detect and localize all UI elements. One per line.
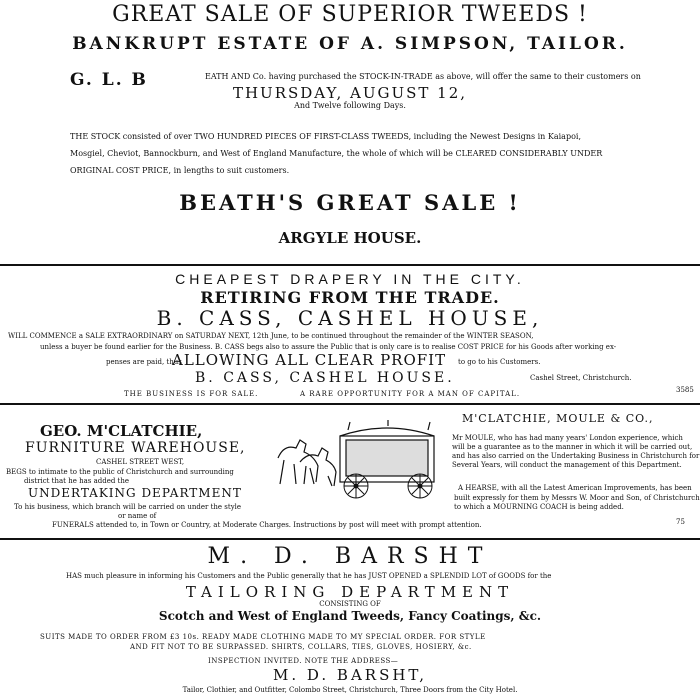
ad2-line2: RETIRING FROM THE TRADE. bbox=[200, 288, 500, 307]
ad2-ref: 3585 bbox=[676, 386, 694, 394]
ad3-left-body2: district that he has added the bbox=[24, 477, 130, 485]
ad4-body-line1: HAS much pleasure in informing his Customers and the Public generally that he has JUST OPENED a SPLENDID LOT of GOODS for the bbox=[66, 572, 552, 580]
ad1-title: GREAT SALE OF SUPERIOR TWEEDS ! bbox=[112, 2, 588, 27]
ad3-right-body6: built expressly for them by Messrs W. Moor and Son, of Christchurch bbox=[454, 494, 700, 502]
ad2-body-line3a: penses are paid, thus bbox=[106, 358, 182, 366]
ad3-right-body4: Several Years, will conduct the management of this Department. bbox=[452, 461, 682, 469]
ad1-house: ARGYLE HOUSE. bbox=[278, 229, 422, 247]
ad2-line1: CHEAPEST DRAPERY IN THE CITY. bbox=[175, 271, 525, 287]
ad2-line3: B. CASS, CASHEL HOUSE, bbox=[156, 306, 544, 330]
divider bbox=[0, 538, 700, 540]
ad2-body-line2: unless a buyer be found earlier for the Business. B. CASS begs also to assure the Public that is only care is to realise COST PRICE for his Goods after working ex- bbox=[40, 343, 617, 351]
ad4-dept: TAILORING DEPARTMENT bbox=[185, 583, 515, 601]
ad2-allowing-profit: ALLOWING ALL CLEAR PROFIT bbox=[172, 351, 447, 369]
ad3-right-body5: A HEARSE, with all the Latest American Improvements, has been bbox=[458, 484, 692, 492]
ad1-body-line3: ORIGINAL COST PRICE, in lengths to suit customers. bbox=[70, 166, 290, 175]
ad3-right-body7: to which a MOURNING COACH is being added. bbox=[454, 503, 624, 511]
ad2-line5a: THE BUSINESS IS FOR SALE. bbox=[124, 390, 259, 398]
ad3-right-body2: will be a guarantee as to the manner in which it will be carried out, bbox=[452, 443, 693, 451]
ad3-left-title: GEO. M'CLATCHIE, bbox=[40, 422, 203, 440]
ad1-body-line1: THE STOCK consisted of over TWO HUNDRED PIECES OF FIRST-CLASS TWEEDS, including the Newest Designs in Kaiapoi, bbox=[70, 132, 581, 141]
ad2-line4-addr: Cashel Street, Christchurch. bbox=[530, 374, 632, 382]
ad1-initials: G. L. B bbox=[70, 70, 148, 90]
ad2-line5b: A RARE OPPORTUNITY FOR A MAN OF CAPITAL. bbox=[300, 390, 521, 398]
ad3-right-title: M'CLATCHIE, MOULE & CO., bbox=[462, 412, 654, 425]
ad1-body-line2: Mosgiel, Cheviot, Bannockburn, and West of England Manufacture, the whole of which will be CLEARED CONSIDERABLY UNDER bbox=[70, 149, 603, 158]
ad1-date: THURSDAY, AUGUST 12, bbox=[232, 84, 468, 102]
ad1-announcer-text: EATH AND Co. having purchased the STOCK-IN-TRADE as above, will offer the same to their customers on bbox=[205, 72, 641, 81]
divider bbox=[0, 403, 700, 405]
ad4-title: M. D. BARSHT bbox=[207, 544, 493, 569]
ad2-line4: B. CASS, CASHEL HOUSE. bbox=[195, 370, 455, 386]
ad3-right-body3: and has also carried on the Undertaking Business in Christchurch for bbox=[452, 452, 700, 460]
ad3-ref: 75 bbox=[676, 518, 685, 526]
ad4-name: M. D. BARSHT, bbox=[273, 666, 427, 684]
ad4-consisting: CONSISTING OF bbox=[319, 600, 381, 608]
ad2-body-line3c: to go to his Customers. bbox=[458, 358, 541, 366]
divider bbox=[0, 264, 700, 266]
ad4-suits-line2: AND FIT NOT TO BE SURPASSED. SHIRTS, COLLARS, TIES, GLOVES, HOSIERY, &c. bbox=[130, 643, 472, 651]
ad4-suits-line1: SUITS MADE TO ORDER FROM £3 10s. READY MADE CLOTHING MADE TO MY SPECIAL ORDER. FOR STYLE bbox=[40, 633, 486, 641]
ad3-left-addr: CASHEL STREET WEST, bbox=[96, 458, 185, 466]
ad3-left-body3: To his business, which branch will be carried on under the style bbox=[14, 503, 242, 511]
ad3-left-subtitle: FURNITURE WAREHOUSE, bbox=[25, 440, 246, 456]
ad3-left-body4: or name of bbox=[118, 512, 157, 520]
ad1-headline: BEATH'S GREAT SALE ! bbox=[179, 190, 521, 215]
ad1-subtitle: BANKRUPT ESTATE OF A. SIMPSON, TAILOR. bbox=[72, 34, 628, 54]
ad3-footer: FUNERALS attended to, in Town or Country, at Moderate Charges. Instructions by post will meet with prompt attention. bbox=[52, 521, 482, 529]
ad3-right-body1: Mr MOULE, who has had many years' London experience, which bbox=[452, 434, 683, 442]
ad1-days: And Twelve following Days. bbox=[294, 101, 406, 110]
ad3-left-body1: BEGS to intimate to the public of Christchurch and surrounding bbox=[6, 468, 234, 476]
ad3-left-dept: UNDERTAKING DEPARTMENT bbox=[28, 486, 242, 500]
ad2-body-line1: WILL COMMENCE a SALE EXTRAORDINARY on SATURDAY NEXT, 12th June, to be continued throughout the remainder of the WINTER SEASON, bbox=[8, 332, 534, 340]
ad4-goods: Scotch and West of England Tweeds, Fancy Coatings, &c. bbox=[158, 609, 542, 623]
hearse-illustration bbox=[270, 418, 446, 500]
ad4-addr: Tailor, Clothier, and Outfitter, Colombo Street, Christchurch, Three Doors from the City Hotel. bbox=[182, 686, 518, 694]
ad4-inspection: INSPECTION INVITED. NOTE THE ADDRESS— bbox=[208, 657, 399, 665]
